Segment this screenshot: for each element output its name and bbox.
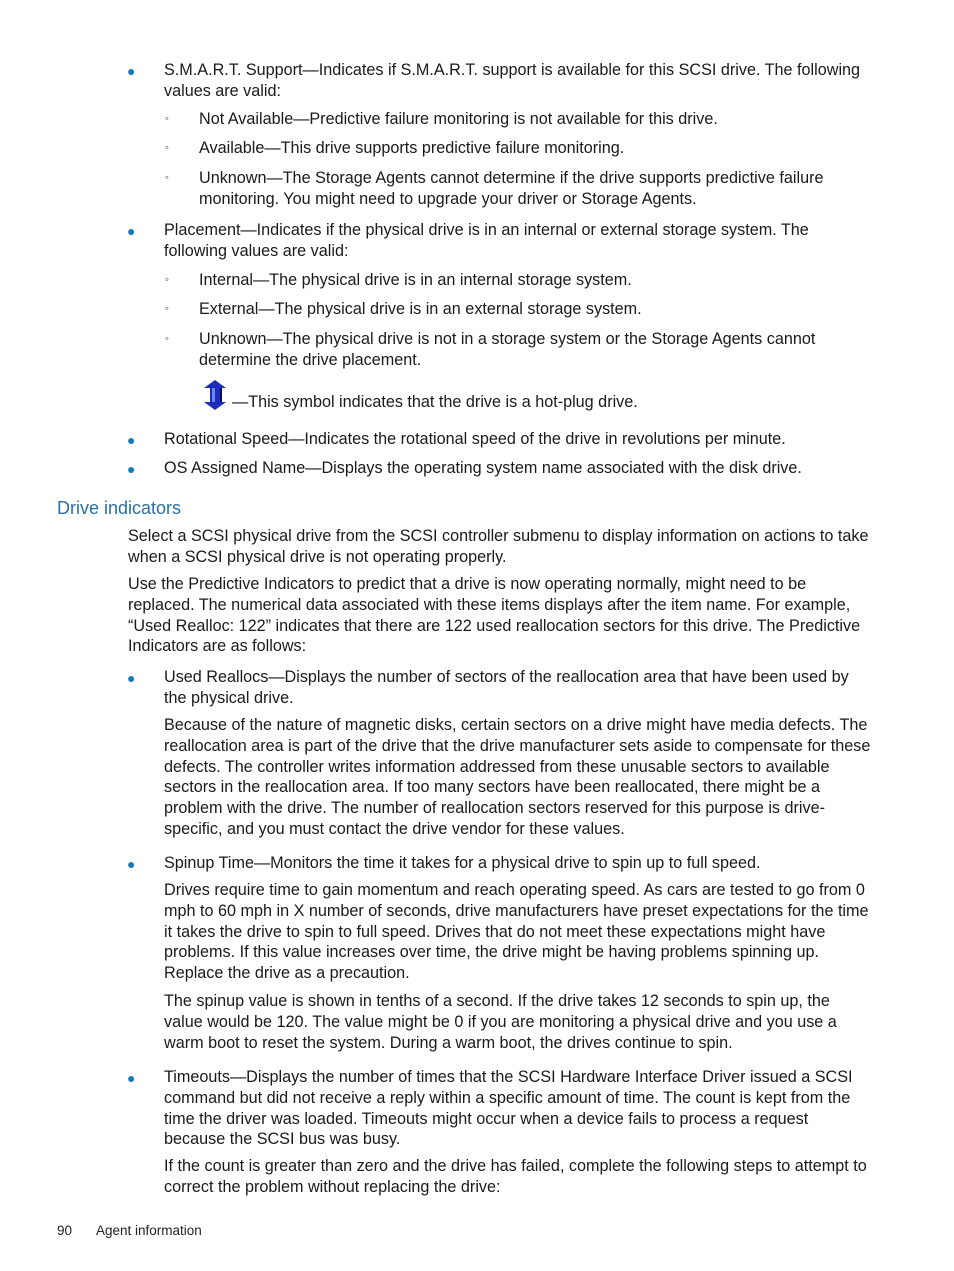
placement-value-external: External—The physical drive is in an external storage system. [199,300,642,318]
circle-bullet-icon: ◦ [165,303,169,315]
timeouts-detail: If the count is greater than zero and the drive has failed, complete the following steps to attempt to correct the problem without replacing the drive: [164,1157,867,1196]
bullet-icon: ● [127,670,136,686]
spinup-time-detail: Drives require time to gain momentum and reach operating speed. As cars are tested to go from 0 mph to 60 mph in X number of seconds, drive manufacturers have preset expectations for the time it takes the drive to spin to full speed. Drives that do not meet these expectations might have problems. If this value increases over time, the drive might be having problems spinning up. Replace the drive as a precaution. [164,881,869,983]
smart-support-item: S.M.A.R.T. Support—Indicates if S.M.A.R.T. support is available for this SCSI drive. The following values are valid: [164,61,861,100]
timeouts-item: Timeouts—Displays the number of times that the SCSI Hardware Interface Driver issued a SCSI command but did not receive a reply within a specific amount of time. The count is kept from the time the driver was loaded. Timeouts might occur when a device fails to process a request because the SCSI bus was busy. [164,1068,853,1149]
placement-item: Placement—Indicates if the physical drive is in an internal or external storage system. The following values are valid: [164,221,809,260]
footer-section-title: Agent information [96,1223,202,1238]
used-reallocs-detail: Because of the nature of magnetic disks, certain sectors on a drive might have media defects. The reallocation area is part of the drive that the drive manufacturer sets aside to compensate for these defects. The controller writes information addressed from these unusable sectors to available sectors in the reallocation area. If too many sectors have been reallocated, there might be a problem with the drive. The number of reallocation sectors reserved for this purpose is drive-specific, and you must contact the drive vendor for these values. [164,716,871,838]
bullet-icon: ● [127,461,136,477]
bullet-icon: ● [127,856,136,872]
hot-plug-note: —This symbol indicates that the drive is a hot-plug drive. [232,393,638,411]
section-heading: Drive indicators [57,498,182,518]
smart-value-unknown: Unknown—The Storage Agents cannot determine if the drive supports predictive failure monitoring. You might need to upgrade your driver or Storage Agents. [199,169,824,208]
circle-bullet-icon: ◦ [165,142,169,154]
bullet-icon: ● [127,223,136,239]
os-assigned-name-item: OS Assigned Name—Displays the operating system name associated with the disk drive. [164,459,802,477]
page-number: 90 [57,1223,73,1238]
bullet-icon: ● [127,63,136,79]
used-reallocs-item: Used Reallocs—Displays the number of sectors of the reallocation area that have been used by the physical drive. [164,668,849,707]
circle-bullet-icon: ◦ [165,113,169,125]
bullet-icon: ● [127,1070,136,1086]
bullet-icon: ● [127,432,136,448]
smart-value-available: Available—This drive supports predictive failure monitoring. [199,139,625,157]
placement-value-unknown: Unknown—The physical drive is not in a storage system or the Storage Agents cannot determine the drive placement. [199,330,816,369]
hot-plug-drive-icon [200,380,230,410]
circle-bullet-icon: ◦ [165,333,169,345]
spinup-value-detail: The spinup value is shown in tenths of a second. If the drive takes 12 seconds to spin up, the value would be 120. The value might be 0 if you are monitoring a physical drive and you use a warm boot to reset the system. During a warm boot, the drives continue to spin. [164,992,837,1052]
smart-value-not-available: Not Available—Predictive failure monitoring is not available for this drive. [199,110,718,128]
circle-bullet-icon: ◦ [165,274,169,286]
placement-value-internal: Internal—The physical drive is in an internal storage system. [199,271,632,289]
rotational-speed-item: Rotational Speed—Indicates the rotational speed of the drive in revolutions per minute. [164,430,786,448]
predictive-indicators-paragraph: Use the Predictive Indicators to predict that a drive is now operating normally, might need to be replaced. The numerical data associated with these items displays after the item name. For example, “Used Realloc: 122” indicates that there are 122 used reallocation sectors for this drive. The Predictive Indicators are as follows: [128,575,861,656]
spinup-time-item: Spinup Time—Monitors the time it takes for a physical drive to spin up to full speed. [164,854,761,872]
circle-bullet-icon: ◦ [165,172,169,184]
section-intro: Select a SCSI physical drive from the SCSI controller submenu to display information on actions to take when a SCSI physical drive is not operating properly. [128,527,869,566]
